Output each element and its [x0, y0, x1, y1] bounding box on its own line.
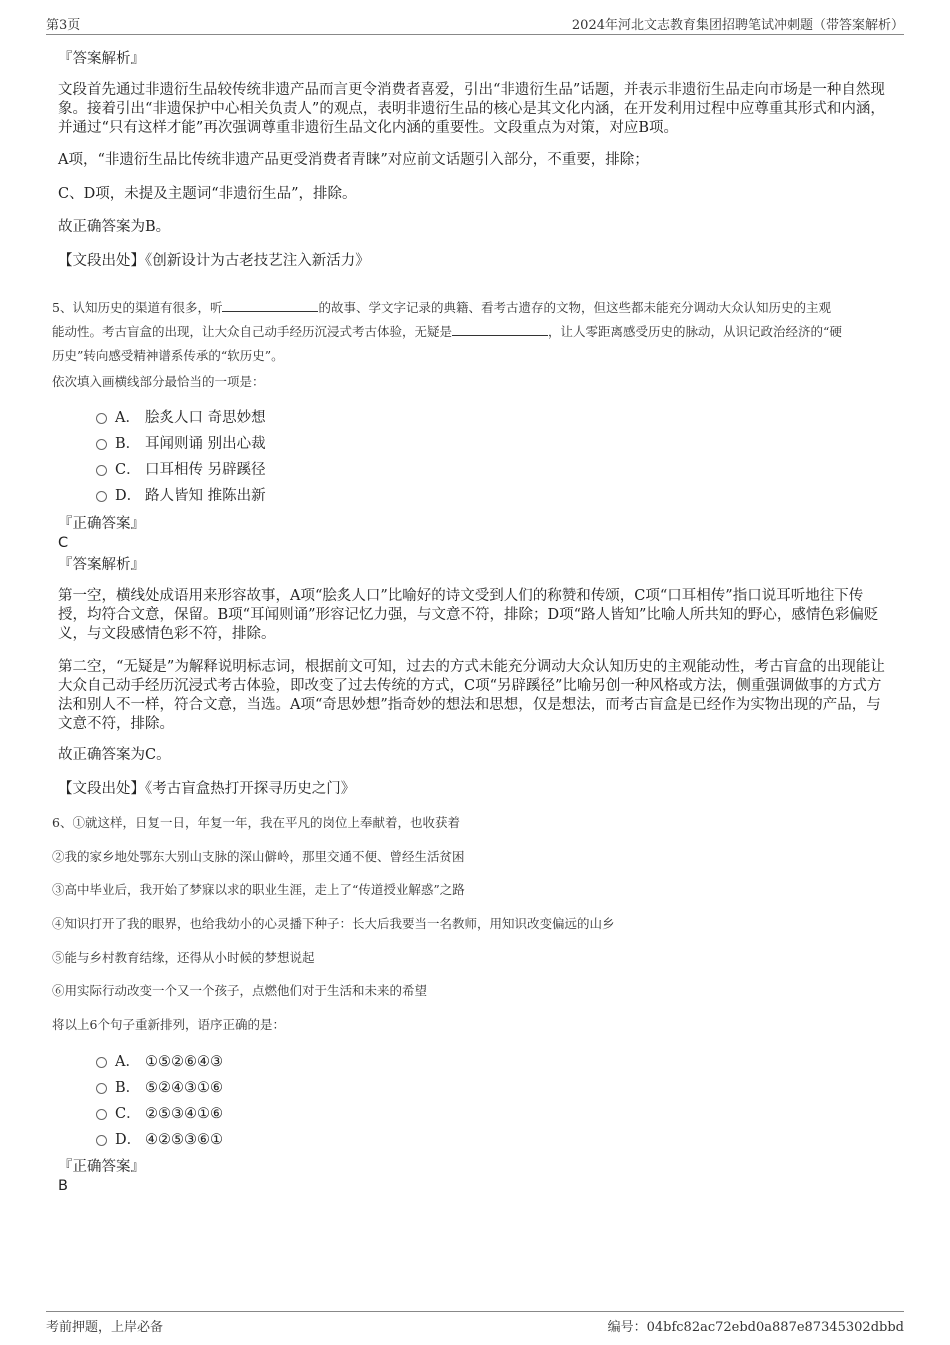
q5-option-b[interactable]: B． 耳闻则诵 别出心裁	[96, 435, 266, 453]
q6-sentence-3: ③高中毕业后，我开始了梦寐以求的职业生涯，走上了“传道授业解惑”之路	[52, 882, 465, 897]
q6-sentence-2: ②我的家乡地处鄂东大别山支脉的深山僻岭，那里交通不便、曾经生活贫困	[52, 849, 465, 864]
radio-icon[interactable]	[96, 465, 107, 476]
q4-analysis-p1: 文段首先通过非遗衍生品较传统非遗产品而言更令消费者喜爱，引出“非遗衍生品”话题，并表示非遗衍生品走向市场是一种自然现象。接着引出“非遗保护中心相关负责人”的观点，表明非遗衍生品的核心是其文化内涵，在开发利用过程中应尊重其形式和内涵，并通过“只有这样才能”再次强调尊重非遗衍生品文化内涵的重要性。文段重点为对策，对应B项。	[58, 82, 885, 136]
document-id: 编号：04bfc82ac72ebd0a887e87345302dbbd	[607, 1320, 904, 1335]
q5-stem-b: 的故事、学文字记录的典籍、看考古遗存的文物，但这些都未能充分调动大众认知历史的主观	[318, 300, 831, 315]
q5-prompt: 依次填入画横线部分最恰当的一项是：	[52, 374, 265, 389]
q6-sentence-5: ⑤能与乡村教育结缘，还得从小时候的梦想说起	[52, 950, 315, 965]
radio-icon[interactable]	[96, 413, 107, 424]
q5-answer: C	[58, 535, 69, 551]
q5-stem	[52, 296, 902, 368]
q6-option-b[interactable]: B． ⑤②④③①⑥	[96, 1079, 223, 1097]
radio-icon[interactable]	[96, 439, 107, 450]
q4-analysis-label: 『答案解析』	[58, 51, 145, 67]
page-number: 第3页	[46, 18, 81, 33]
q6-answer: B	[58, 1178, 68, 1194]
radio-icon[interactable]	[96, 1057, 107, 1068]
document-title: 2024年河北文志教育集团招聘笔试冲刺题（带答案解析）	[571, 18, 904, 33]
q4-analysis-p3: C、D项，未提及主题词“非遗衍生品”，排除。	[58, 186, 357, 202]
q5-analysis-p1: 第一空，横线处成语用来形容故事，A项“脍炙人口”比喻好的诗文受到人们的称赞和传颂，C项“口耳相传”指口说耳听地往下传授，均符合文意，保留。B项“耳闻则诵”形容记忆力强，与文意不符，排除；D项“路人皆知”比喻人所共知的野心，感情色彩偏贬义，与文段感情色彩不符，排除。	[58, 588, 879, 642]
q5-stem-e: 历史”转向感受精神谱系传承的“软历史”。	[52, 348, 284, 363]
q5-analysis-p2: 第二空，“无疑是”为解释说明标志词，根据前文可知，过去的方式未能充分调动大众认知历史的主观能动性，考古盲盒的出现能让大众自己动手经历沉浸式考古体验，即改变了过去传统的方式，C项“另辟蹊径”比喻另创一种风格或方法，侧重强调做事的方式方法和别人不一样，符合文意，当选。A项“奇思妙想”指奇妙的想法和思想，仅是想法，而考古盲盒是已经作为实物出现的产品，与文意不符，排除。	[58, 659, 885, 732]
q5-option-c[interactable]: C． 口耳相传 另辟蹊径	[96, 461, 266, 479]
q6-answer-label: 『正确答案』	[58, 1159, 145, 1175]
q5-answer-label: 『正确答案』	[58, 516, 145, 532]
q5-stem-d: ，让人零距离感受历史的脉动，从识记政治经济的“硬	[548, 324, 842, 339]
q5-analysis-p3: 故正确答案为C。	[58, 747, 171, 763]
q5-analysis-label: 『答案解析』	[58, 557, 145, 573]
q5-blank-2	[452, 323, 548, 336]
q6-prompt: 将以上6个句子重新排列，语序正确的是：	[52, 1017, 285, 1032]
q4-source: 【文段出处】《创新设计为古老技艺注入新活力》	[58, 253, 370, 269]
q5-stem-a: 5、认知历史的渠道有很多，听	[52, 300, 223, 315]
footer-slogan: 考前押题，上岸必备	[46, 1320, 164, 1335]
radio-icon[interactable]	[96, 491, 107, 502]
radio-icon[interactable]	[96, 1109, 107, 1120]
q5-stem-c: 能动性。考古盲盒的出现，让大众自己动手经历沉浸式考古体验，无疑是	[52, 324, 453, 339]
q6-option-d[interactable]: D． ④②⑤③⑥①	[96, 1131, 223, 1149]
page-header	[46, 14, 904, 35]
q5-option-d[interactable]: D． 路人皆知 推陈出新	[96, 487, 266, 505]
q5-option-a[interactable]: A． 脍炙人口 奇思妙想	[96, 409, 266, 427]
q4-analysis-p2: A项，“非遗衍生品比传统非遗产品更受消费者青睐”对应前文话题引入部分，不重要，排除；	[58, 152, 649, 168]
q5-blank-1	[222, 299, 318, 312]
q4-analysis-p4: 故正确答案为B。	[58, 219, 171, 235]
radio-icon[interactable]	[96, 1083, 107, 1094]
q5-source: 【文段出处】《考古盲盒热打开探寻历史之门》	[58, 781, 356, 797]
q6-sentence-6: ⑥用实际行动改变一个又一个孩子，点燃他们对于生活和未来的希望	[52, 983, 428, 998]
q6-option-a[interactable]: A． ①⑤②⑥④③	[96, 1053, 223, 1071]
page-footer	[46, 1311, 904, 1338]
q6-option-c[interactable]: C． ②⑤③④①⑥	[96, 1105, 223, 1123]
q6-sentence-1: 6、①就这样，日复一日，年复一年，我在平凡的岗位上奉献着，也收获着	[52, 815, 460, 830]
q6-sentence-4: ④知识打开了我的眼界，也给我幼小的心灵播下种子：长大后我要当一名教师，用知识改变偏远的山乡	[52, 916, 615, 931]
radio-icon[interactable]	[96, 1135, 107, 1146]
